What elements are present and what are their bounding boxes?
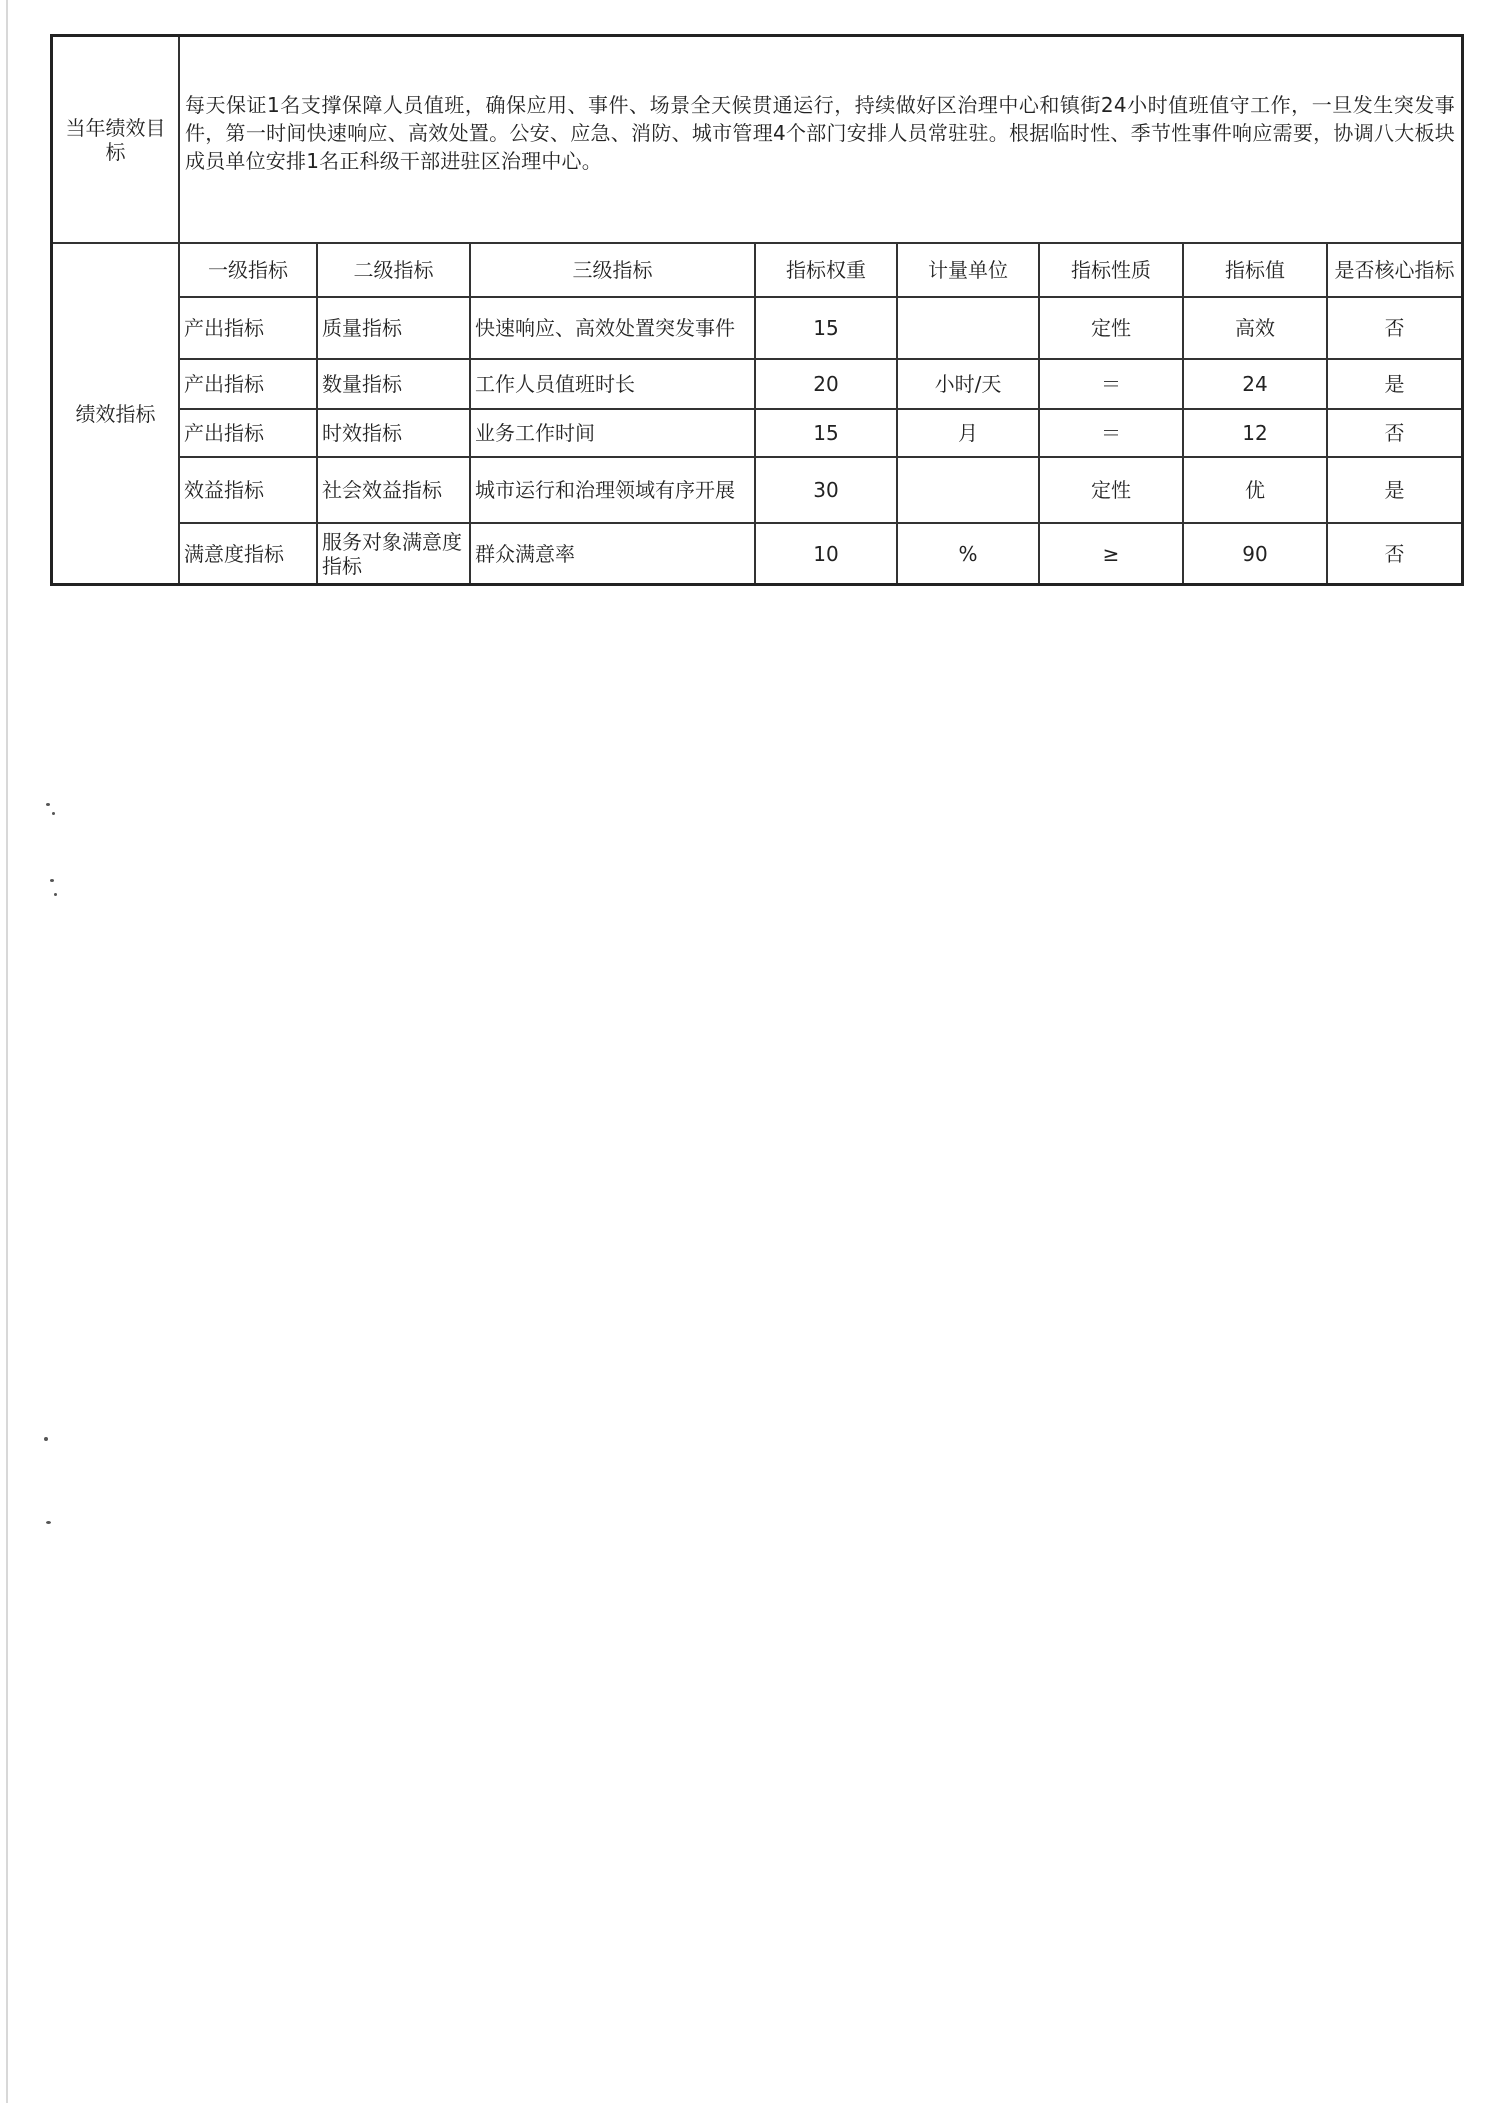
table-cell: 否 — [1384, 541, 1405, 566]
header-cell: 指标值 — [1225, 258, 1285, 282]
goal-label: 当年绩效目标 — [65, 115, 166, 164]
table-cell: 产出指标 — [184, 372, 264, 396]
table-cell: 满意度指标 — [184, 541, 284, 566]
table-cell — [898, 458, 1038, 522]
header-cell: 是否核心指标 — [1334, 258, 1455, 282]
table-cell: 15 — [813, 421, 839, 445]
table-cell: 高效 — [1235, 316, 1275, 340]
table-cell: 服务对象满意度指标 — [322, 529, 462, 578]
table-cell: 12 — [1242, 421, 1268, 445]
scan-speck — [54, 893, 57, 896]
table-cell: 小时/天 — [934, 372, 1002, 396]
table-cell: 否 — [1384, 421, 1405, 445]
table-cell: 优 — [1245, 478, 1265, 502]
header-cell: 指标性质 — [1071, 258, 1151, 282]
table-cell: 社会效益指标 — [322, 478, 442, 502]
table-cell: 质量指标 — [322, 316, 402, 340]
scan-speck — [52, 812, 55, 815]
header-cell: 二级指标 — [353, 258, 434, 282]
table-cell: 15 — [813, 316, 839, 340]
scan-speck — [44, 1437, 48, 1441]
table-cell: 群众满意率 — [475, 541, 575, 566]
table-cell: 20 — [813, 372, 839, 396]
table-cell: % — [958, 541, 978, 566]
table-cell: 10 — [813, 541, 839, 566]
header-cell: 计量单位 — [928, 258, 1008, 282]
page-edge — [6, 0, 8, 2103]
table-cell: 业务工作时间 — [475, 421, 595, 445]
table-cell: ≥ — [1102, 541, 1120, 566]
table-cell: 否 — [1384, 316, 1405, 340]
header-cell: 指标权重 — [786, 258, 866, 282]
goal-text: 每天保证1名支撑保障人员值班，确保应用、事件、场景全天候贯通运行，持续做好区治理中心和镇街24小时值班值守工作，一旦发生突发事件，第一时间快速响应、高效处置。公安、应急、消防、城市管理4个部门安排人员常驻驻。根据临时性、季节性事件响应需要，协调八大板块成员单位安排1名正科级干部进驻区治理中心。 — [185, 93, 1455, 173]
scan-speck — [46, 1521, 51, 1524]
table-cell: 定性 — [1091, 316, 1131, 340]
table-cell: 定性 — [1091, 478, 1131, 502]
table-cell: 效益指标 — [184, 478, 264, 502]
table-cell: 月 — [958, 421, 978, 445]
table-cell: 是 — [1384, 478, 1405, 502]
table-cell: 产出指标 — [184, 421, 264, 445]
scan-speck — [50, 879, 54, 882]
indicators-label: 绩效指标 — [75, 401, 156, 426]
performance-table — [50, 34, 1464, 586]
table-cell: 快速响应、高效处置突发事件 — [475, 316, 735, 340]
table-cell: 24 — [1242, 372, 1268, 396]
table-cell: 城市运行和治理领域有序开展 — [475, 478, 735, 502]
table-cell: 是 — [1384, 372, 1405, 396]
table-cell: 90 — [1242, 541, 1268, 566]
table-cell: 产出指标 — [184, 316, 264, 340]
table-cell: ＝ — [1101, 421, 1121, 445]
table-cell: 30 — [813, 478, 839, 502]
table-cell: 数量指标 — [322, 372, 402, 396]
header-cell: 三级指标 — [572, 258, 653, 282]
table-cell — [898, 298, 1038, 358]
table-cell: ＝ — [1101, 372, 1121, 396]
table-cell: 时效指标 — [322, 421, 402, 445]
table-cell: 工作人员值班时长 — [475, 372, 635, 396]
header-cell: 一级指标 — [208, 258, 288, 282]
scan-speck — [46, 803, 50, 806]
